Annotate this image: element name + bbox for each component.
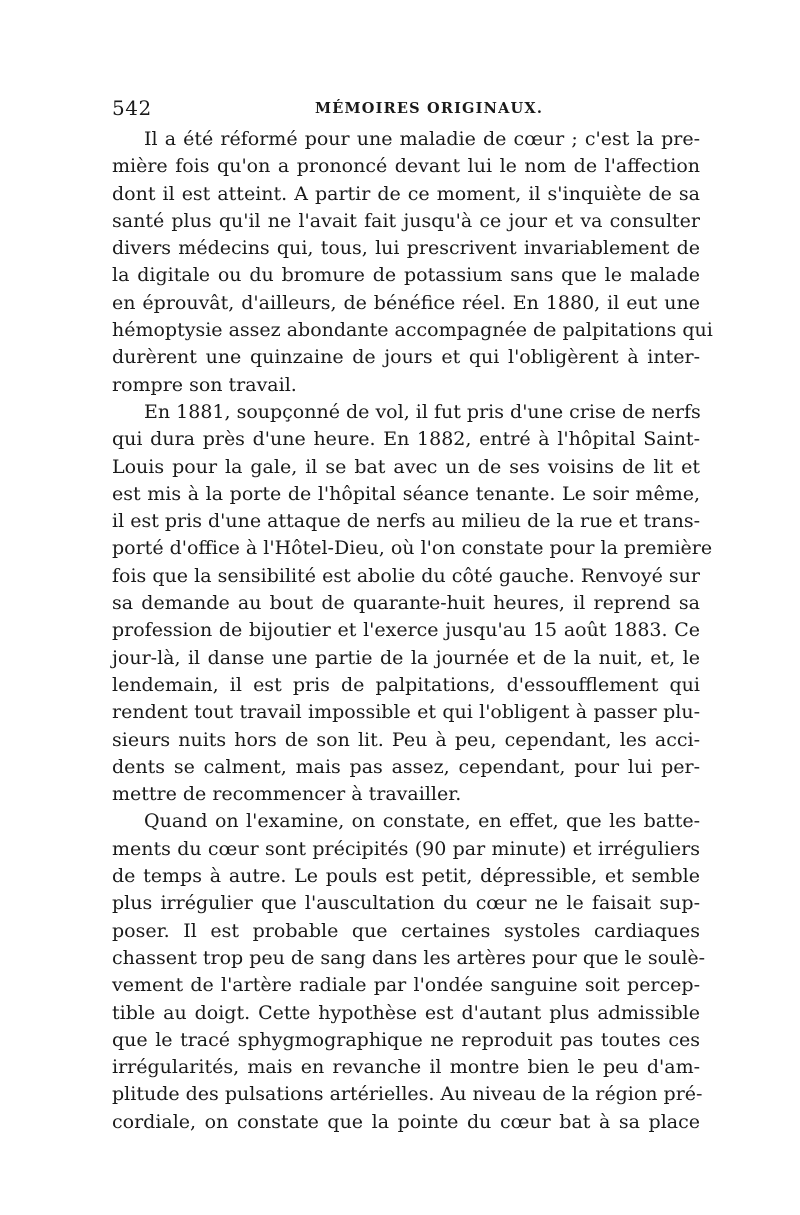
text-line: sieurs nuits hors de son lit. Peu à peu, cependant, les acci- xyxy=(112,728,700,751)
text-line: En 1881, soupçonné de vol, il fut pris d'une crise de nerfs xyxy=(144,400,701,423)
text-line: durèrent une quinzaine de jours et qui l'obligèrent à inter- xyxy=(112,346,700,369)
page-number: 542 xyxy=(112,96,152,120)
text-line: que le tracé sphygmographique ne reproduit pas toutes ces xyxy=(112,1028,700,1051)
text-line: plitude des pulsations artérielles. Au niveau de la région pré- xyxy=(112,1083,703,1106)
text-line: divers médecins qui, tous, lui prescrivent invariablement de xyxy=(112,237,700,260)
text-line: profession de bijoutier et l'exerce jusqu'au 15 août 1883. Ce xyxy=(112,619,700,642)
text-line: est mis à la porte de l'hôpital séance tenante. Le soir même, xyxy=(112,482,700,505)
text-line: lendemain, il est pris de palpitations, d'essoufflement qui xyxy=(112,673,700,696)
text-line: dents se calment, mais pas assez, cependant, pour lui per- xyxy=(112,755,700,778)
text-line: la digitale ou du bromure de potassium sans que le malade xyxy=(112,264,700,287)
text-line: dont il est atteint. A partir de ce moment, il s'inquiète de sa xyxy=(112,182,700,205)
text-line: qui dura près d'une heure. En 1882, entré à l'hôpital Saint- xyxy=(112,428,700,451)
text-line: tible au doigt. Cette hypothèse est d'autant plus admissible xyxy=(112,1001,700,1024)
text-line: poser. Il est probable que certaines systoles cardiaques xyxy=(112,919,700,942)
text-line: cordiale, on constate que la pointe du cœur bat à sa place xyxy=(112,1110,700,1133)
text-line: irrégularités, mais en revanche il montre bien le peu d'am- xyxy=(112,1056,700,1079)
text-line: vement de l'artère radiale par l'ondée sanguine soit percep- xyxy=(112,974,700,997)
text-line: rompre son travail. xyxy=(112,373,297,396)
page xyxy=(112,96,713,1136)
running-title: MÉMOIRES ORIGINAUX. xyxy=(315,100,544,117)
text-line: mettre de recommencer à travailler. xyxy=(112,783,462,806)
text-line: jour-là, il danse une partie de la journée et de la nuit, et, le xyxy=(112,646,700,669)
text-line: ments du cœur sont précipités (90 par minute) et irréguliers xyxy=(112,837,700,860)
text-line: chassent trop peu de sang dans les artères pour que le soulè- xyxy=(112,946,706,969)
text-line: rendent tout travail impossible et qui l'obligent à passer plu- xyxy=(112,701,700,724)
text-line: Quand on l'examine, on constate, en effet, que les batte- xyxy=(144,810,700,833)
text-line: porté d'office à l'Hôtel-Dieu, où l'on constate pour la première xyxy=(112,537,713,560)
running-head xyxy=(112,96,700,126)
body-text xyxy=(112,126,713,1136)
text-line: sa demande au bout de quarante-huit heures, il reprend sa xyxy=(112,592,700,615)
text-line: mière fois qu'on a prononcé devant lui le nom de l'affection xyxy=(112,155,700,178)
text-line: Louis pour la gale, il se bat avec un de ses voisins de lit et xyxy=(112,455,700,478)
text-line: fois que la sensibilité est abolie du côté gauche. Renvoyé sur xyxy=(112,564,700,587)
text-line: hémoptysie assez abondante accompagnée de palpitations qui xyxy=(112,319,713,342)
text-line: santé plus qu'il ne l'avait fait jusqu'à ce jour et va consulter xyxy=(112,209,700,232)
text-line: il est pris d'une attaque de nerfs au milieu de la rue et trans- xyxy=(112,510,700,533)
text-line: Il a été réformé pour une maladie de cœur ; c'est la pre- xyxy=(144,128,700,150)
text-line: de temps à autre. Le pouls est petit, dépressible, et semble xyxy=(112,865,700,888)
text-line: en éprouvât, d'ailleurs, de bénéfice réel. En 1880, il eut une xyxy=(112,291,700,314)
text-line: plus irrégulier que l'auscultation du cœur ne le faisait sup- xyxy=(112,892,700,915)
